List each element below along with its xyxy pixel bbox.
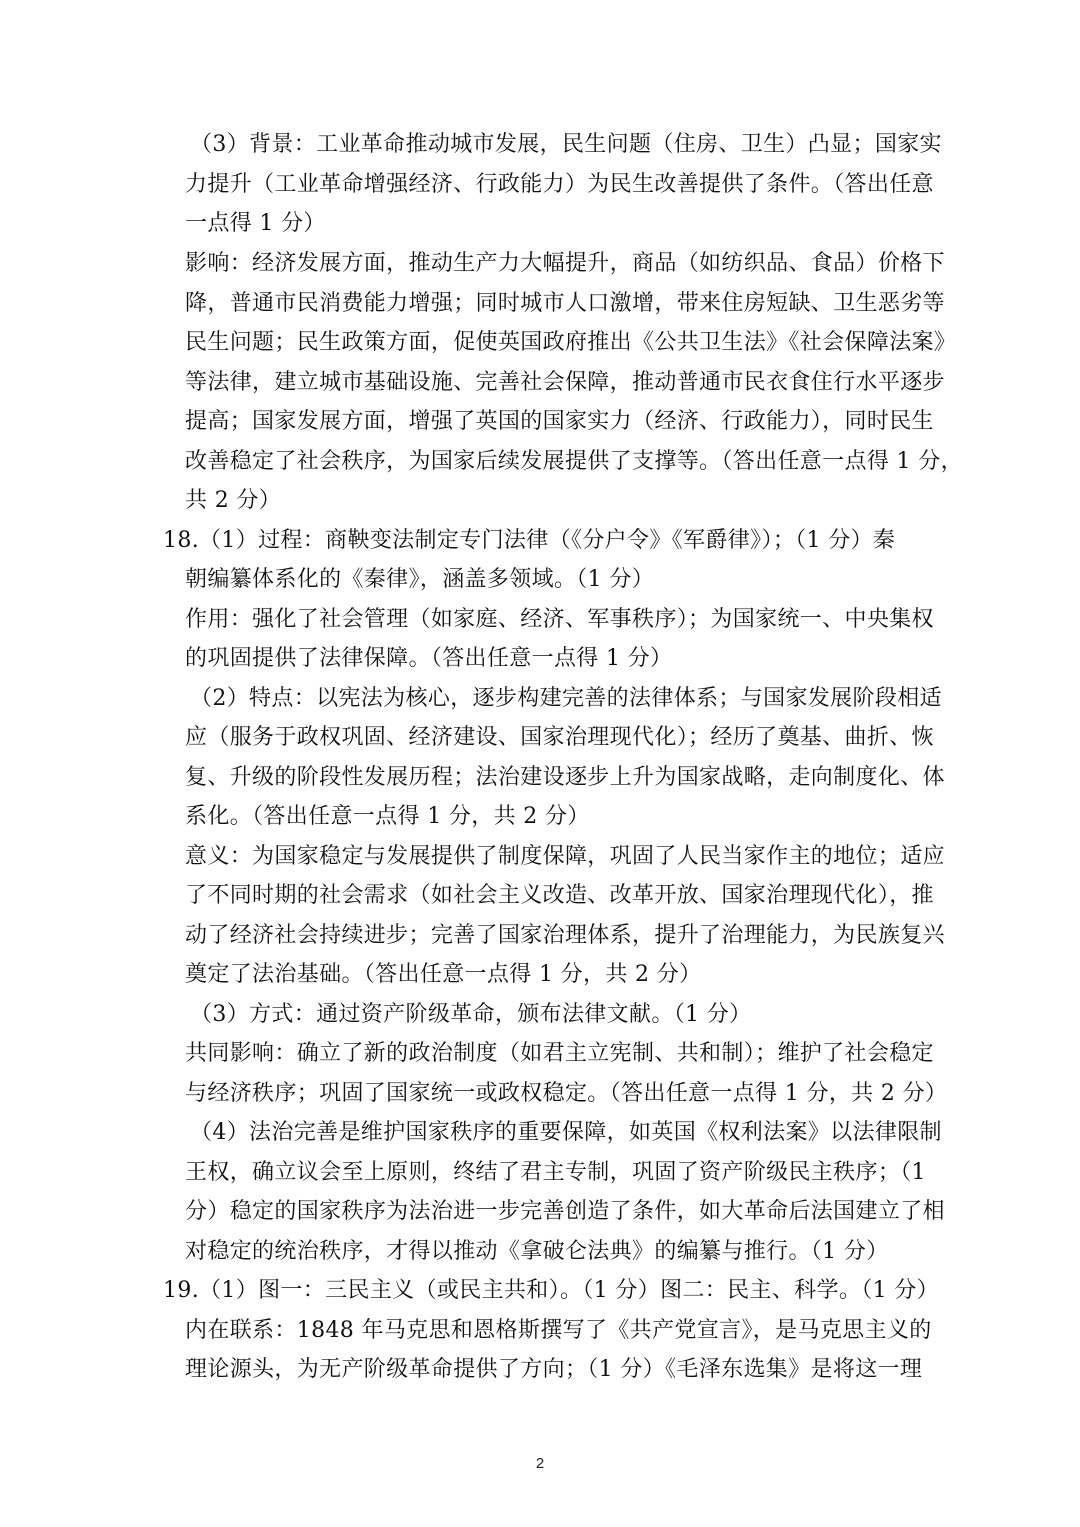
text-line: 共 2 分） [185, 488, 282, 513]
text-line: 内在联系：1848 年马克思和恩格斯撰写了《共产党宣言》，是马克思主义的 [185, 1318, 932, 1343]
text-line: 系化。（答出任意一点得 1 分，共 2 分） [185, 804, 590, 829]
text-line: 奠定了法治基础。（答出任意一点得 1 分，共 2 分） [185, 962, 702, 987]
question-19-start: 19.（1）图一：三民主义（或民主共和）。（1 分）图二：民主、科学。（1 分） [163, 1278, 939, 1303]
text-line: （3）方式：通过资产阶级革命，颁布法律文献。（1 分） [190, 1002, 752, 1027]
text-line: 提高；国家发展方面，增强了英国的国家实力（经济、行政能力），同时民生 [185, 409, 934, 434]
text-line: 动了经济社会持续进步；完善了国家治理体系，提升了治理能力，为民族复兴 [185, 923, 945, 948]
text-line: 与经济秩序；巩固了国家统一或政权稳定。（答出任意一点得 1 分，共 2 分） [185, 1081, 948, 1106]
text-line: 对稳定的统治秩序，才得以推动《拿破仑法典》的编纂与推行。（1 分） [185, 1239, 889, 1264]
text-line: 应（服务于政权巩固、经济建设、国家治理现代化）；经历了奠基、曲折、恢 [185, 725, 934, 750]
text-line: 朝编纂体系化的《秦律》，涵盖多领域。（1 分） [185, 567, 655, 592]
text-line: 力提升（工业革命增强经济、行政能力）为民生改善提供了条件。（答出任意 [185, 172, 934, 197]
text-line: 了不同时期的社会需求（如社会主义改造、改革开放、国家治理现代化），推 [185, 883, 934, 908]
text-line: 分）稳定的国家秩序为法治进一步完善创造了条件，如大革命后法国建立了相 [185, 1199, 945, 1224]
text-line: 影响：经济发展方面，推动生产力大幅提升，商品（如纺织品、食品）价格下 [185, 251, 945, 276]
text-line: 的巩固提供了法律保障。（答出任意一点得 1 分） [185, 646, 673, 671]
text-line: 共同影响：确立了新的政治制度（如君主立宪制、共和制）；维护了社会稳定 [185, 1041, 934, 1066]
text-line: 民生问题；民生政策方面，促使英国政府推出《公共卫生法》《社会保障法案》 [185, 330, 957, 355]
text-line: （4）法治完善是维护国家秩序的重要保障，如英国《权利法案》以法律限制 [190, 1120, 942, 1145]
question-18-start: 18.（1）过程：商鞅变法制定专门法律（《分户令》《军爵律》）；（1 分）秦 [163, 528, 896, 553]
text-line: 理论源头，为无产阶级革命提供了方向；（1 分）《毛泽东选集》是将这一理 [185, 1357, 923, 1382]
text-line: 等法律，建立城市基础设施、完善社会保障，推动普通市民衣食住行水平逐步 [185, 370, 945, 395]
text-line: 改善稳定了社会秩序，为国家后续发展提供了支撑等。（答出任意一点得 1 分， [185, 449, 963, 474]
text-line: 一点得 1 分） [185, 211, 326, 236]
text-line: （3）背景：工业革命推动城市发展，民生问题（住房、卫生）凸显；国家实 [190, 132, 942, 157]
text-line: 意义：为国家稳定与发展提供了制度保障，巩固了人民当家作主的地位；适应 [185, 844, 945, 869]
text-line: 复、升级的阶段性发展历程；法治建设逐步上升为国家战略，走向制度化、体 [185, 765, 945, 790]
page-number: 2 [535, 1455, 545, 1472]
text-line: 作用：强化了社会管理（如家庭、经济、军事秩序）；为国家统一、中央集权 [185, 607, 934, 632]
text-line: 降，普通市民消费能力增强；同时城市人口激增，带来住房短缺、卫生恶劣等 [185, 291, 945, 316]
text-line: 王权，确立议会至上原则，终结了君主专制，巩固了资产阶级民主秩序；（1 [185, 1160, 926, 1185]
text-line: （2）特点：以宪法为核心，逐步构建完善的法律体系；与国家发展阶段相适 [190, 686, 942, 711]
